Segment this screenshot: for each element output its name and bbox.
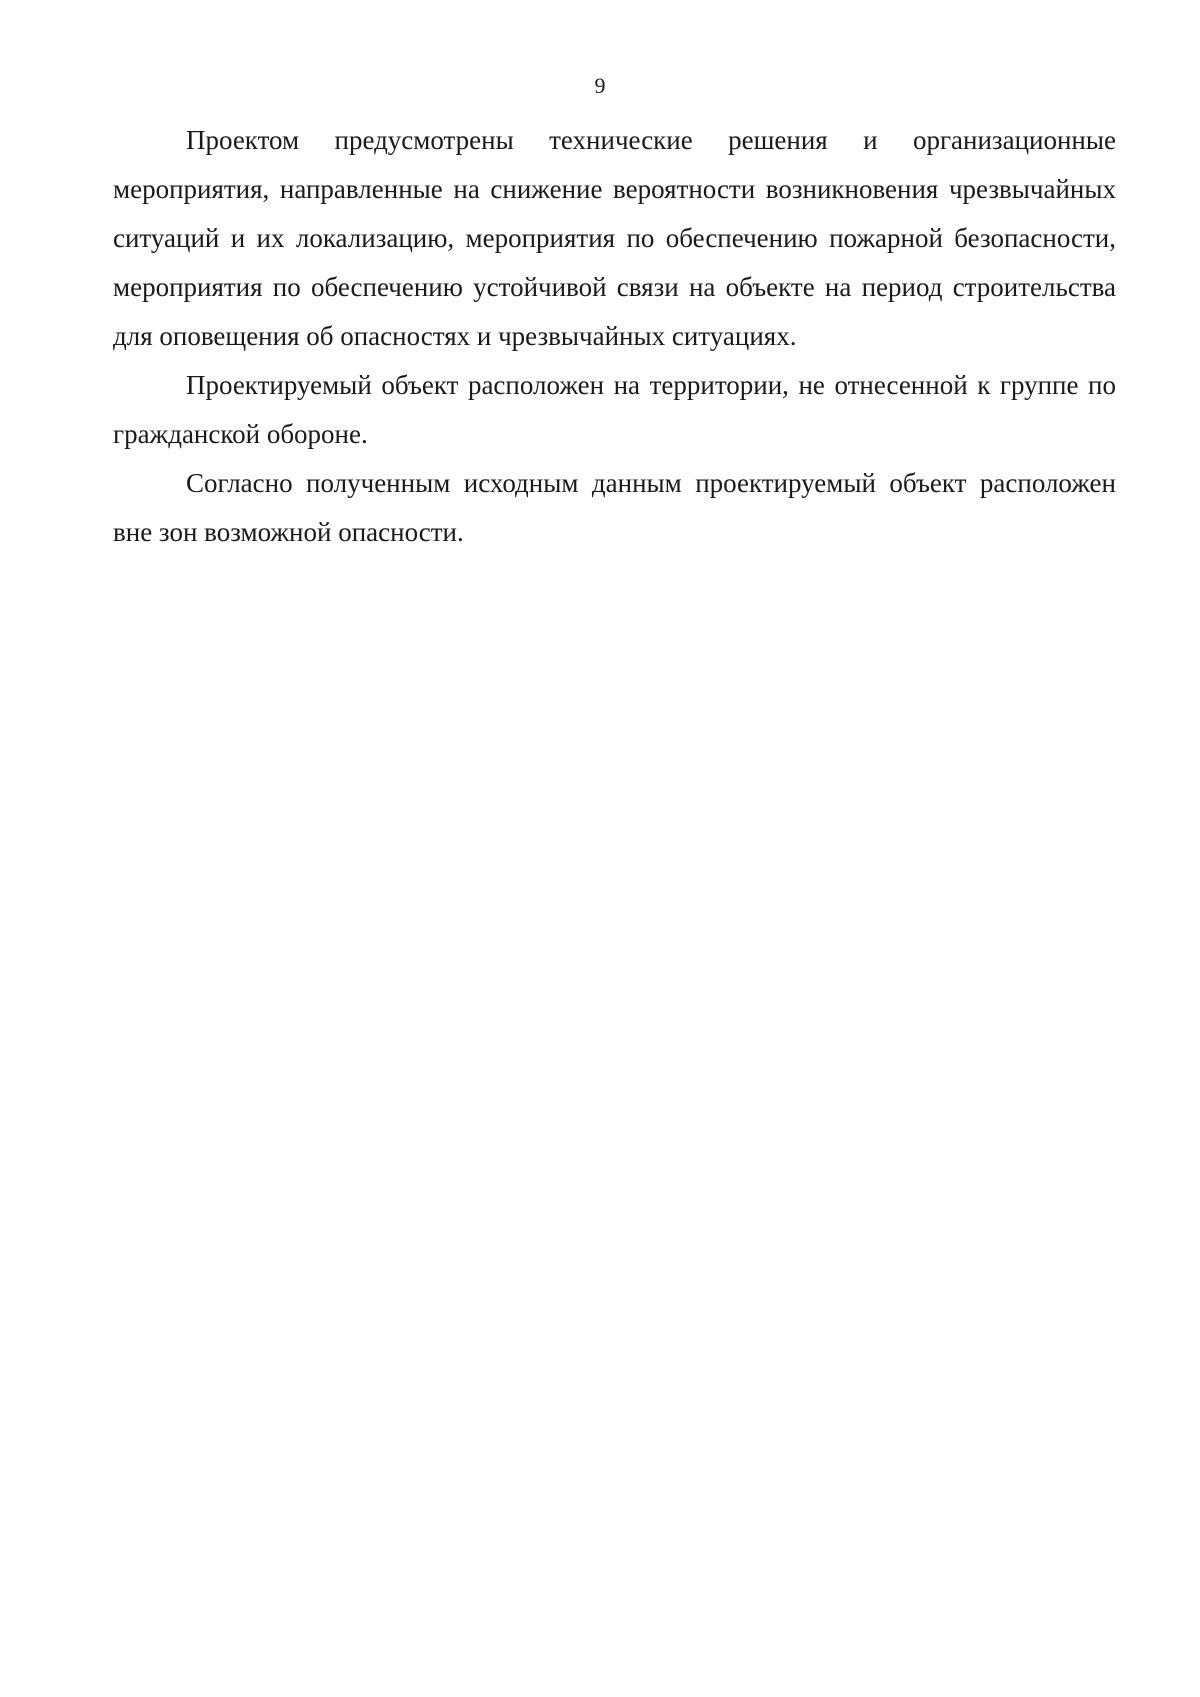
paragraph-hazard-zones: Согласно полученным исходным данным проектируемый объект расположен вне зон возможной опасности. [113,468,1116,547]
body-text [113,116,1116,557]
paragraph-civil-defense: Проектируемый объект расположен на территории, не отнесенной к группе по гражданской обороне. [113,370,1116,449]
paragraph-measures: Проектом предусмотрены технические решения и организационные мероприятия, направленные на снижение вероятности возникновения чрезвычайных ситуаций и их локализацию, мероприятия по обеспечению пожарной безопасности, мероприятия по обеспечению устойчивой связи на объекте на период строительства для оповещения об опасностях и чрезвычайных ситуациях. [113,125,1116,351]
page-number: 9 [594,73,606,98]
